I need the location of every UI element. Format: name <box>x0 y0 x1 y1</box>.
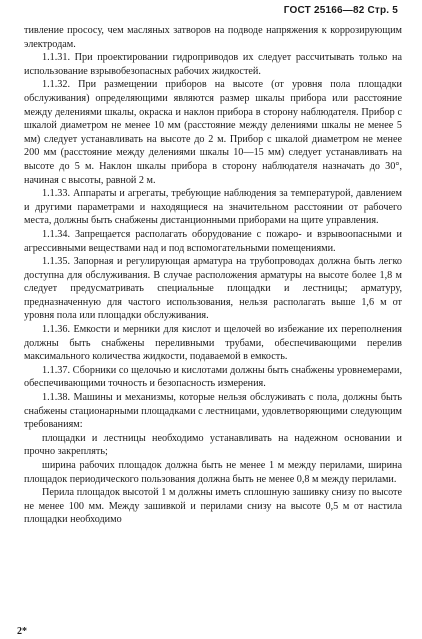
paragraph-1-1-36: 1.1.36. Емкости и мерники для кислот и щелочей во избежание их переполнения должны быть снабжены переливными трубами, обеспечивающими перелив максимального количества жидкости, подаваемой в емкость. <box>24 324 402 363</box>
paragraph-1-1-31: 1.1.31. При проектировании гидроприводов их следует рассчитывать только на использование взрывобезопасных рабочих жидкостей. <box>24 52 402 77</box>
list-item-width: ширина рабочих площадок должна быть не менее 1 м между перилами, ширина площадок периодического пользования должна быть не менее 0,8 м между перилами. <box>24 460 402 485</box>
paragraph-1-1-33: 1.1.33. Аппараты и агрегаты, требующие наблюдения за температурой, давлением и другими параметрами и находящиеся на значительном расстоянии от рабочего места, должны быть снабжены дистанционными приборами на щите управления. <box>24 188 402 227</box>
list-item-platforms: площадки и лестницы необходимо устанавливать на надежном основании и прочно закреплять; <box>24 432 402 458</box>
paragraph-1-1-35: 1.1.35. Запорная и регулирующая арматура на трубопроводах должна быть легко доступна для обслуживания. В случае расположения арматуры на высоте более 1,8 м следует предусматривать специальные площадки и лестницы; арматуру, предназначенную для частого использования, нельзя располагать выше 1,6 м от уровня пола или площадки обслуживания. <box>24 256 402 322</box>
page-footer-mark: 2* <box>17 626 27 637</box>
paragraph-1-1-34: 1.1.34. Запрещается располагать оборудование с пожаро- и взрывоопасными и агрессивными веществами над и под вспомогательными помещениями. <box>24 228 402 254</box>
paragraph-railings: Перила площадок высотой 1 м должны иметь сплошную зашивку снизу по высоте не менее 100 мм. Между зашивкой и перилами снизу на высоте 0,5 м от настила площадки необходимо <box>24 487 402 526</box>
page-header: ГОСТ 25166—82 Стр. 5 <box>283 5 398 16</box>
paragraph-1-1-38: 1.1.38. Машины и механизмы, которые нельзя обслуживать с пола, должны быть снабжены стационарными площадками с лестницами, удовлетворяющими следующим требованиям: <box>24 392 402 431</box>
paragraph-1-1-37: 1.1.37. Сборники со щелочью и кислотами должны быть снабжены уровнемерами, обеспечивающими точность и безопасность измерения. <box>24 364 402 390</box>
paragraph-continuation: тивление прососу, чем масляных затворов на подводе напряжения к коррозирующим электродам. <box>24 25 402 50</box>
paragraph-1-1-32: 1.1.32. При размещении приборов на высоте (от уровня пола площадки обслуживания) определяющими являются размер шкалы прибора или расстояние между делениями шкалы, окраска и наклон прибора в сторону наблюдателя. Прибор с шкалой диаметром не менее 10 мм (расстояние между делениями шкалы не менее 5 мм) следует устанавливать на высоте до 2 м. Прибор с шкалой диаметром не менее 200 мм (расстояние между делениями шкалы 10—15 мм) следует устанавливать на высоте до 5 м. Наклон шкалы прибора в сторону наблюдателя назначать до 30°, начиная с высоты, равной 2 м. <box>24 79 402 186</box>
document-body <box>24 24 402 527</box>
